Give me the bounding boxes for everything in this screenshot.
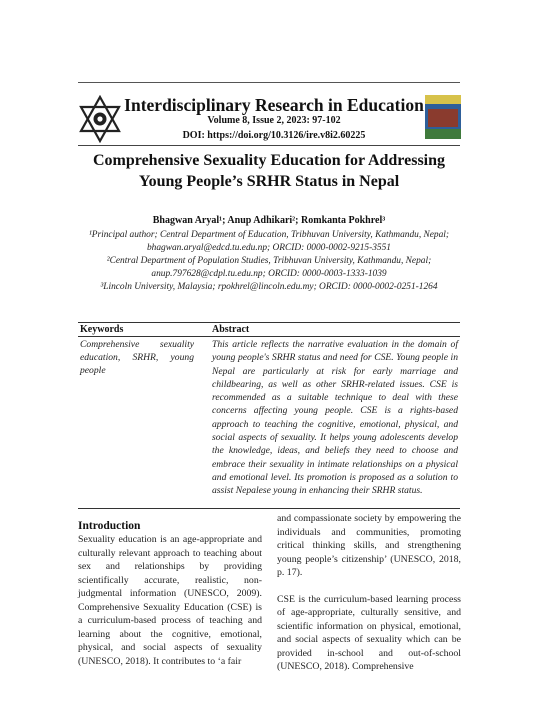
article-title	[78, 150, 460, 192]
body-column-left	[78, 533, 262, 668]
journal-volume: Volume 8, Issue 2, 2023: 97-102	[207, 115, 341, 126]
journal-doi[interactable]: DOI: https://doi.org/10.3126/ire.v8i2.60225	[182, 130, 366, 141]
table-rule	[78, 508, 460, 509]
journal-cover-image	[425, 95, 461, 139]
body-paragraph: CSE is the curriculum-based learning process of age-appropriate, culturally sensitive, and scientific information on physical, emotional, and social aspects of sexuality which can be provided in-school and out-of-school (UNESCO, 2018). Comprehensive	[277, 593, 461, 672]
section-heading-introduction: Introduction	[78, 520, 141, 532]
author-list: Bhagwan Aryal¹; Anup Adhikari²; Romkanta Pokhrel³	[152, 215, 386, 226]
affiliation: ¹Principal author; Central Department of Education, Tribhuvan University, Kathmandu, Nepal; bhagwan.aryal@edcd.tu.edu.np; ORCID: 0000-0002-9215-3551	[88, 230, 450, 253]
header-rule	[78, 82, 460, 83]
keywords-text: Comprehensive sexuality education, SRHR, young people	[80, 339, 194, 376]
affiliation: ³Lincoln University, Malaysia; rpokhrel@lincoln.edu.my; ORCID: 0000-0002-0251-1264	[100, 282, 438, 292]
table-rule	[78, 336, 460, 337]
journal-title: Interdisciplinary Research in Education	[124, 95, 424, 115]
title-rule	[78, 145, 460, 146]
article-title-line: Young People’s SRHR Status in Nepal	[138, 173, 400, 190]
body-paragraph: Sexuality education is an age-appropriate and culturally relevant approach to teaching about sex and relationships by providing scientifically accurate, realistic, non-judgmental information (UNESCO, 2009). Comprehensive Sexuality Education (CSE) is a curriculum-based process of teaching and learning about the cognitive, emotional, physical, and social aspects of sexuality (UNESCO, 2018). It contributes to ‘a fair	[78, 534, 262, 667]
affiliation: ²Central Department of Population Studies, Tribhuvan University, Kathmandu, Nepal; anup.797628@cdpl.tu.edu.np; ORCID: 0000-0003-1333-1039	[106, 256, 432, 279]
article-title-line: Comprehensive Sexuality Education for Addressing	[92, 152, 446, 169]
body-column-right	[277, 512, 461, 674]
abstract-text: This article reflects the narrative evaluation in the domain of young people's SRHR status and need for CSE. Young people in Nepal are particularly at risk for early marriage and childbearing, as well as other SRHR-related issues. CSE is recommended as a suitable technique to deal with these concerns affecting young people. CSE is a rights-based approach to teaching the cognitive, emotional, physical, and social aspects of sexuality. It helps young adolescents develop the knowledge, ideas, and beliefs they need to choose and embrace their sexuality in intimate relationships on a physical and emotional level. Its promotion is proposed as a solution to assist Nepalese young in enhancing their SRHR status.	[212, 339, 458, 497]
keywords-header: Keywords	[80, 324, 124, 335]
abstract-header: Abstract	[212, 324, 250, 335]
table-rule	[78, 322, 460, 323]
journal-logo-icon	[79, 95, 121, 143]
body-paragraph: and compassionate society by empowering the individuals and communities, promoting critical thinking skills, and strengthening young people’s citizenship’ (UNESCO, 2018, p. 17).	[277, 513, 461, 578]
